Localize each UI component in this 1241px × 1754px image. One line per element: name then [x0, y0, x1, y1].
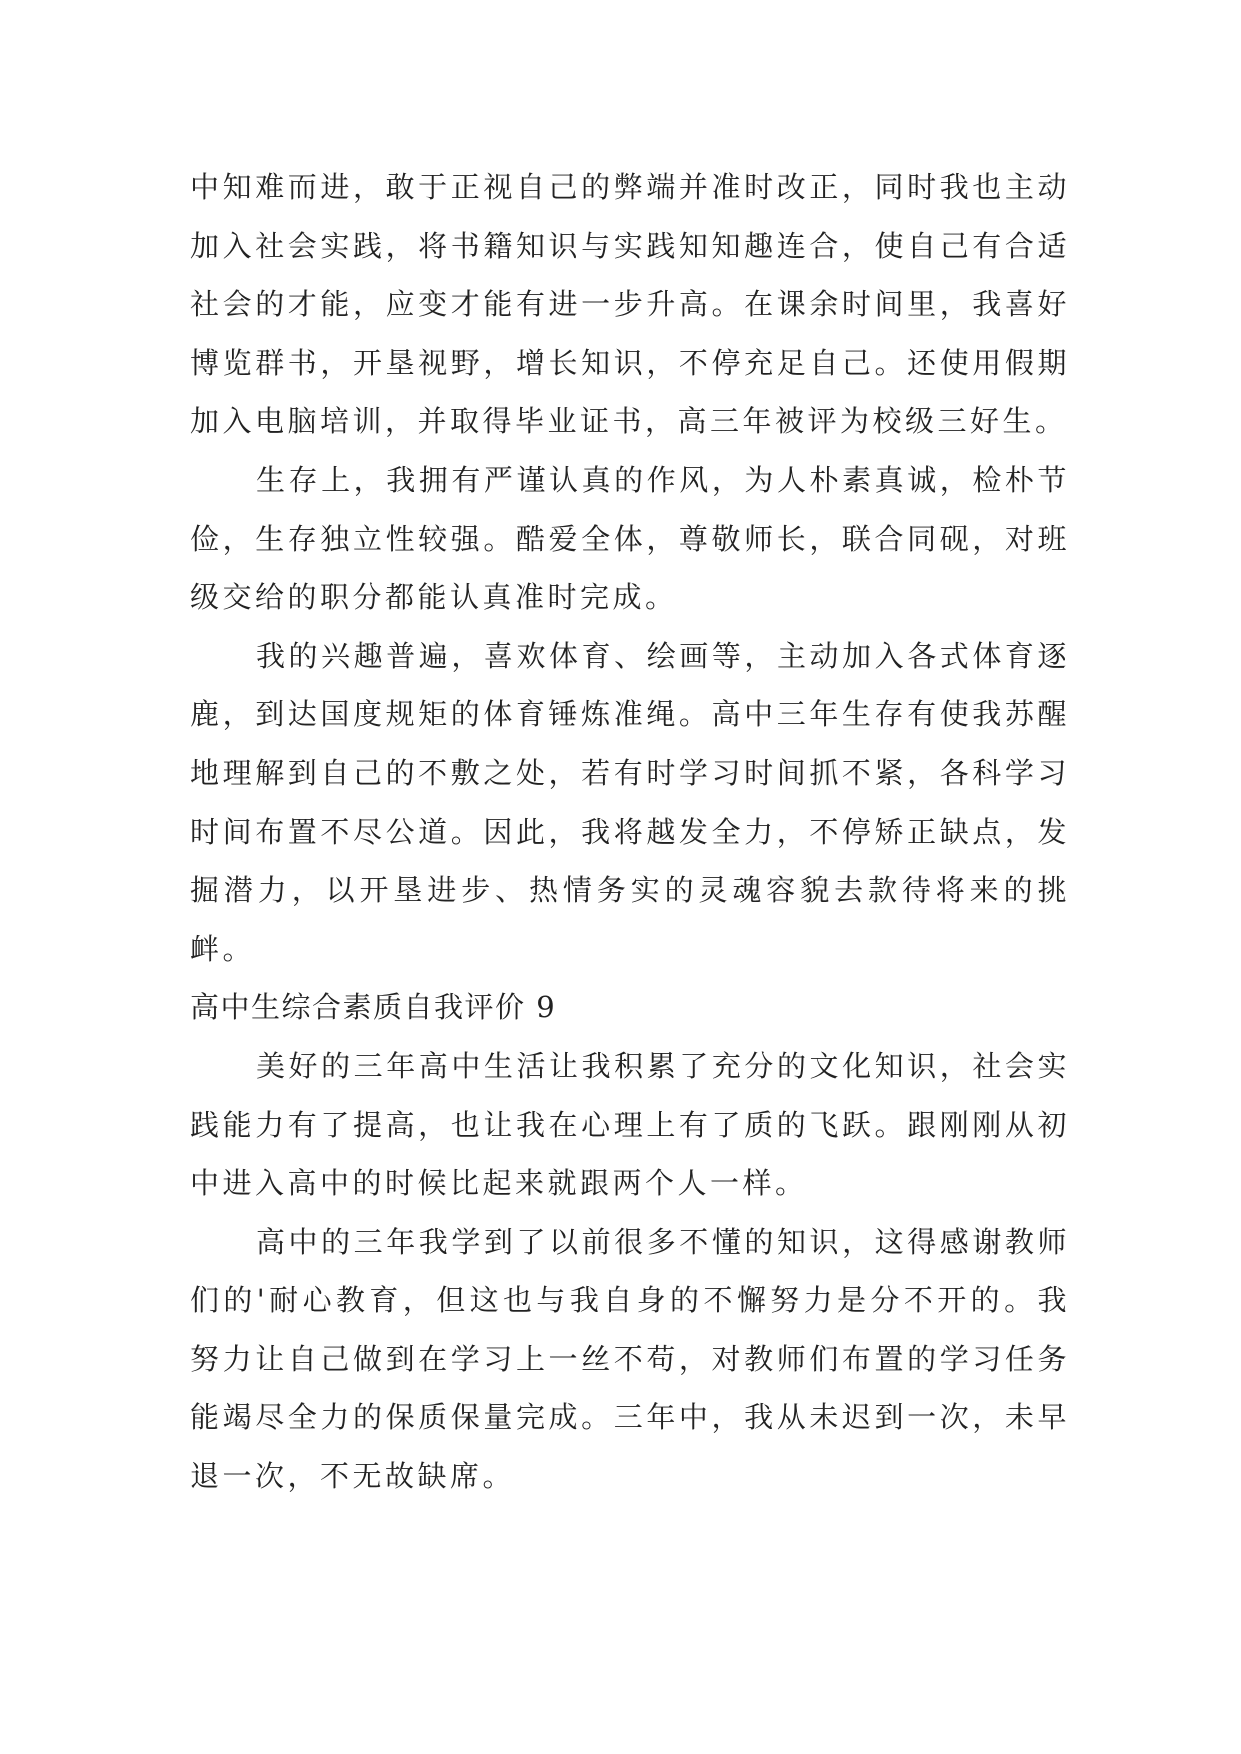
document-body	[190, 158, 1070, 1506]
section-heading: 高中生综合素质自我评价 9	[190, 990, 557, 1025]
paragraph-3: 我的兴趣普遍，喜欢体育、绘画等，主动加入各式体育逐鹿，到达国度规矩的体育锤炼准绳。高中三年生存有使我苏醒地理解到自己的不敷之处，若有时学习时间抓不紧，各科学习时间布置不尽公道。因此，我将越发全力，不停矫正缺点，发掘潜力，以开垦进步、热情务实的灵魂容貌去款待将来的挑衅。	[190, 638, 1070, 966]
paragraph-1: 中知难而进，敢于正视自己的弊端并准时改正，同时我也主动加入社会实践，将书籍知识与实践知知趣连合，使自己有合适社会的才能，应变才能有进一步升高。在课余时间里，我喜好博览群书，开垦视野，增长知识，不停充足自己。还使用假期加入电脑培训，并取得毕业证书，高三年被评为校级三好生。	[190, 170, 1070, 439]
paragraph-5: 高中的三年我学到了以前很多不懂的知识，这得感谢教师们的'耐心教育，但这也与我自身的不懈努力是分不开的。我努力让自己做到在学习上一丝不苟，对教师们布置的学习任务能竭尽全力的保质保量完成。三年中，我从未迟到一次，未早退一次，不无故缺席。	[190, 1224, 1070, 1494]
paragraph-4: 美好的三年高中生活让我积累了充分的文化知识，社会实践能力有了提高，也让我在心理上有了质的飞跃。跟刚刚从初中进入高中的时候比起来就跟两个人一样。	[190, 1048, 1070, 1201]
paragraph-2: 生存上，我拥有严谨认真的作风，为人朴素真诚，检朴节俭，生存独立性较强。酷爱全体，尊敬师长，联合同砚，对班级交给的职分都能认真准时完成。	[190, 462, 1070, 615]
